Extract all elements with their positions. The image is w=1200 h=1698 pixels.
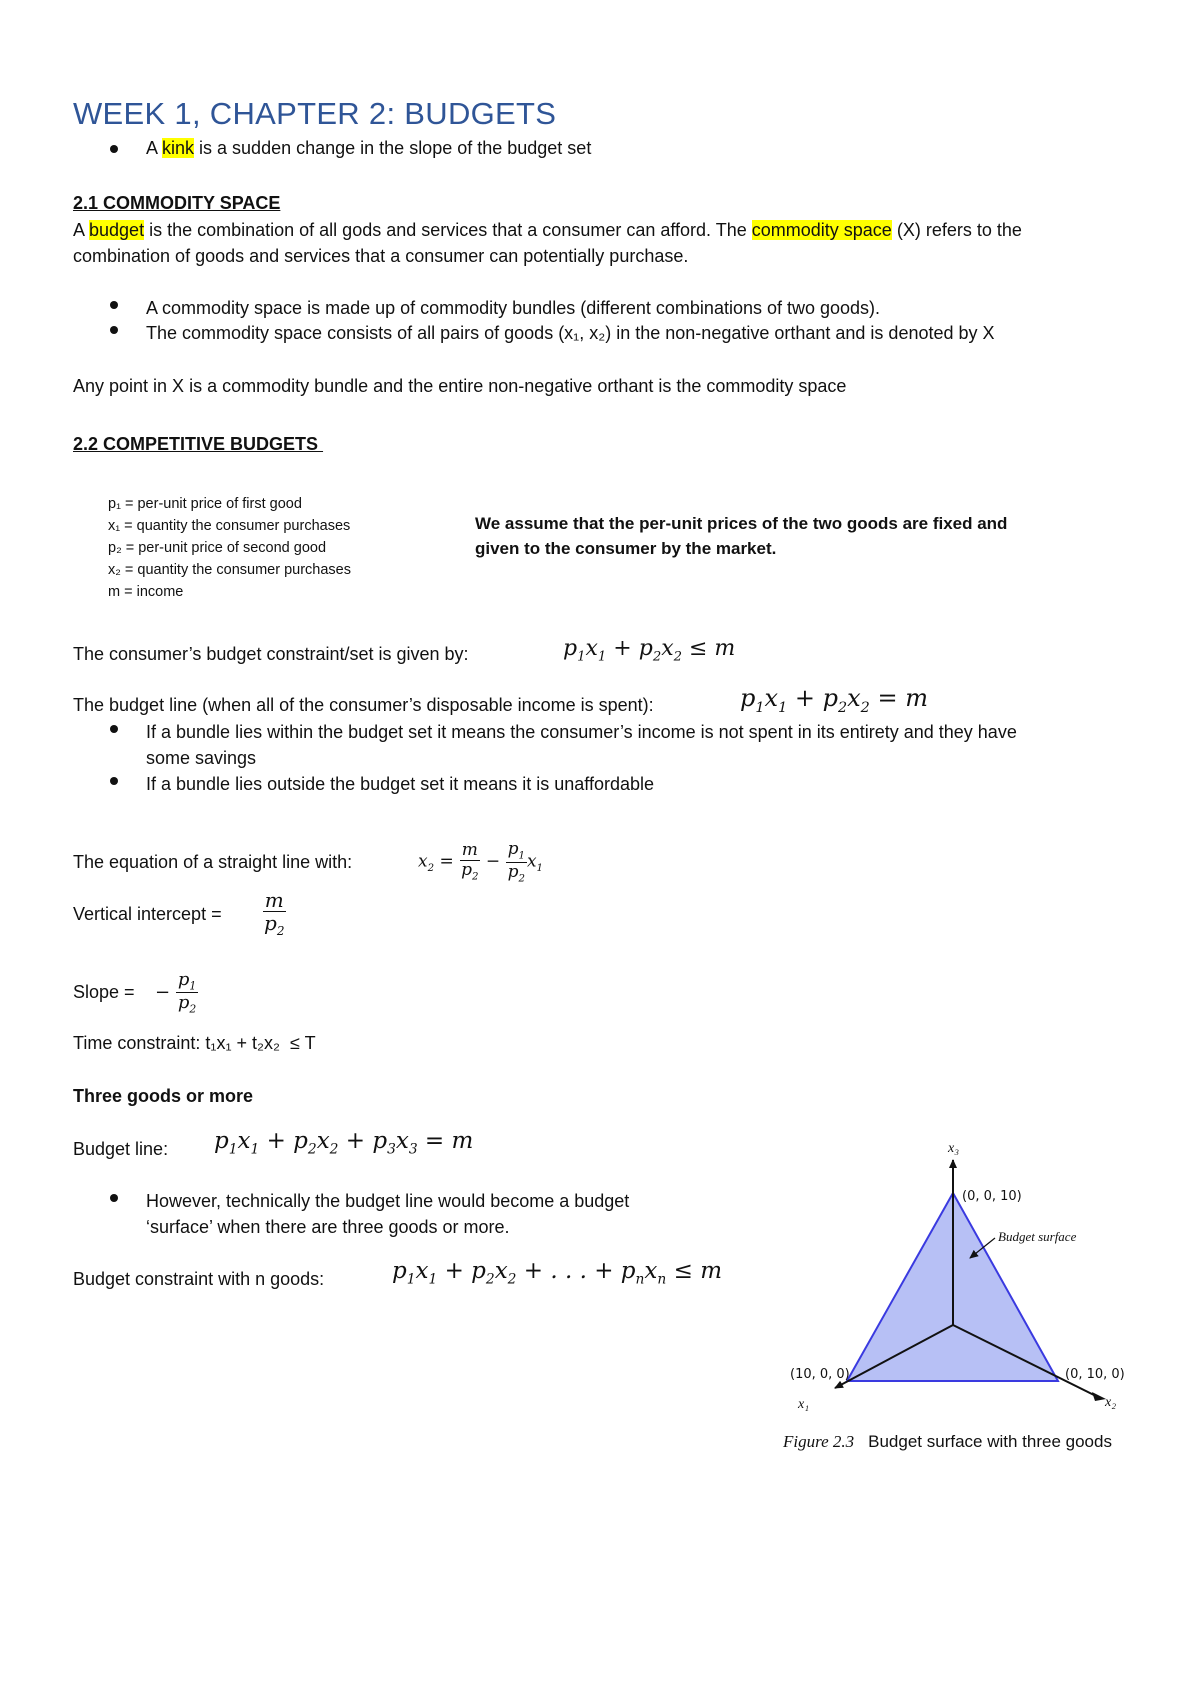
bullet <box>110 777 118 785</box>
figure-caption-text: Budget surface with three goods <box>868 1432 1112 1451</box>
assumption-line-1: We assume that the per-unit prices of the two goods are fixed and <box>475 514 1008 533</box>
bullet <box>110 301 118 309</box>
budget-term: budget <box>89 220 145 240</box>
bullet <box>110 725 118 733</box>
list-item-continued: ‘surface’ when there are three goods or more. <box>146 1217 510 1237</box>
definitions-list <box>108 493 351 603</box>
x2-axis-label: x₂ <box>1105 1395 1117 1410</box>
budget-constraint-equation: $p_1x_1 + p_2x_2 \le m$ <box>563 636 736 665</box>
list-item: If a bundle lies outside the budget set it means it is unaffordable <box>146 774 654 794</box>
time-constraint: Time constraint: t₁x₁ + t₂x₂ ≤ T <box>73 1033 316 1053</box>
surface-label: Budget surface <box>998 1229 1077 1244</box>
straight-line-label: The equation of a straight line with: <box>73 852 353 872</box>
definition: p₂ = per-unit price of second good <box>108 540 327 556</box>
budget-constraint-label: The consumer’s budget constraint/set is given by: <box>73 644 469 664</box>
three-goods-heading: Three goods or more <box>73 1086 254 1106</box>
n-goods-label: Budget constraint with n goods: <box>73 1269 325 1289</box>
kink-definition: A kink is a sudden change in the slope of the budget set <box>146 138 592 158</box>
three-goods-budget-line-label: Budget line: <box>73 1139 169 1159</box>
definition: x₂ = quantity the consumer purchases <box>108 562 351 578</box>
page-title: WEEK 1, CHAPTER 2: BUDGETS <box>73 96 557 131</box>
list-item: If a bundle lies within the budget set it means the consumer’s income is not spent in its entirety and they have <box>146 722 1017 742</box>
list-item: The commodity space consists of all pairs of goods (x₁, x₂) in the non-negative orthant and is denoted by X <box>146 323 995 343</box>
section-heading-competitive-budgets: 2.2 COMPETITIVE BUDGETS <box>73 434 324 454</box>
kink-term: kink <box>162 138 195 158</box>
bullet <box>110 326 118 334</box>
budget-definition: A budget is the combination of all gods and services that a consumer can afford. The commodity space (X) refers to the <box>73 220 1022 240</box>
vertex-label-top: (0, 0, 10) <box>962 1189 1022 1204</box>
bullet <box>110 1194 118 1202</box>
bullet <box>110 145 118 153</box>
list-item: However, technically the budget line would become a budget <box>146 1191 630 1211</box>
vertex-label-left: (10, 0, 0) <box>790 1367 850 1382</box>
budget-line-label: The budget line (when all of the consumer’s disposable income is spent): <box>73 695 654 715</box>
figure-caption <box>783 1432 1112 1452</box>
vertical-intercept-formula: $\frac{m}{p_2}$ <box>264 888 285 938</box>
vertex-label-right: (0, 10, 0) <box>1065 1367 1125 1382</box>
vertical-intercept-label: Vertical intercept = <box>73 904 222 924</box>
figure-number: Figure 2.3 <box>783 1432 855 1451</box>
three-goods-budget-line-equation: $p_1x_1 + p_2x_2 + p_3x_3 = m$ <box>214 1128 474 1158</box>
list-item: A commodity space is made up of commodity bundles (different combinations of two goods). <box>146 298 881 318</box>
n-goods-equation: $p_1x_1 + p_2x_2$ + . . . + $p_nx_n \le m$ <box>392 1258 722 1288</box>
section-heading-commodity-space: 2.1 COMMODITY SPACE <box>73 193 281 213</box>
definition: p₁ = per-unit price of first good <box>108 496 302 512</box>
list-item-continued: some savings <box>146 748 257 768</box>
commodity-space-definition: combination of goods and services that a consumer can potentially purchase. <box>73 246 689 266</box>
budget-line-equation: $p_1x_1 + p_2x_2 = m$ <box>740 684 928 716</box>
commodity-space-term: commodity space <box>751 220 892 240</box>
slope-label: Slope = <box>73 982 135 1002</box>
slope-formula: − $\frac{p_1}{p_2}$ <box>155 969 197 1017</box>
definition: x₁ = quantity the consumer purchases <box>108 518 351 534</box>
assumption-line-2: given to the consumer by the market. <box>475 539 777 558</box>
x2-axis-arrowhead <box>1092 1390 1108 1402</box>
straight-line-equation: $x_2$ = $\frac{m}{p_2}$ − $\frac{p_1}{p_2}$ $x_1$ <box>418 839 544 884</box>
commodity-bundle-note: Any point in X is a commodity bundle and the entire non-negative orthant is the commodity space <box>73 376 847 396</box>
x3-axis-label: x₃ <box>948 1141 960 1156</box>
x1-axis-label: x₁ <box>798 1397 810 1412</box>
definition: m = income <box>108 584 184 600</box>
